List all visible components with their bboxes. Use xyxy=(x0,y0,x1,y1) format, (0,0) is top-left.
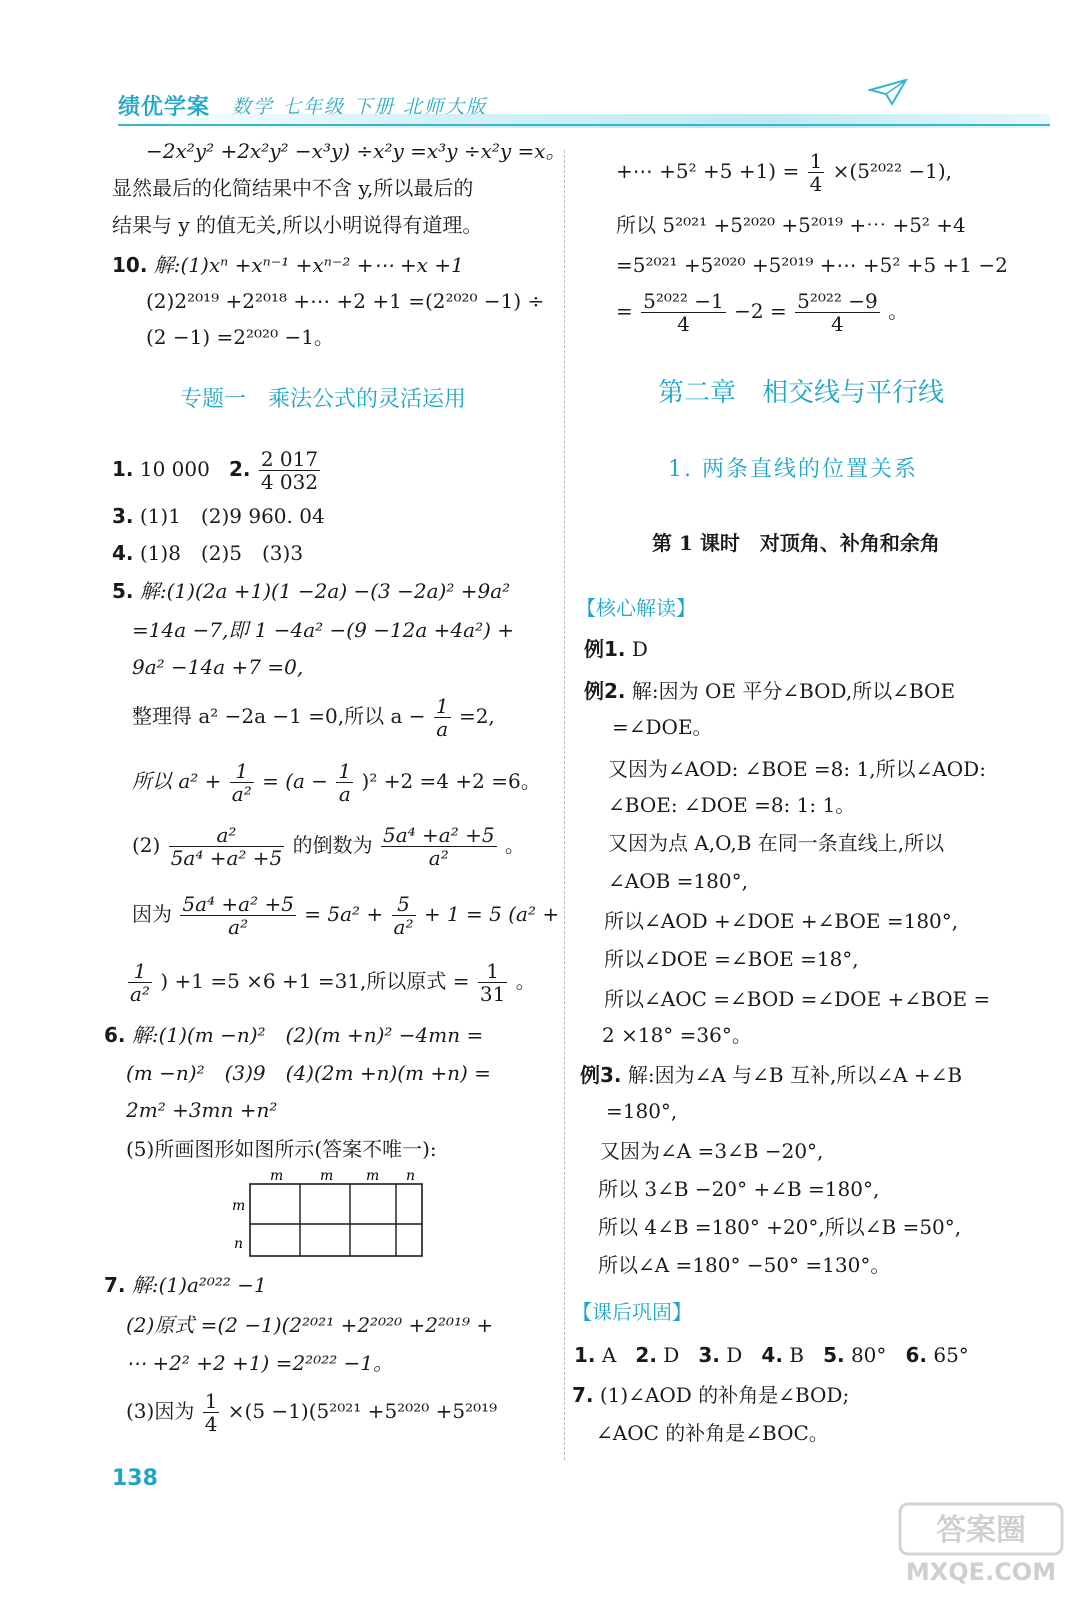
text-fragment: ×(5²⁰²² −1), xyxy=(832,159,953,183)
text-line: 解:因为 OE 平分∠BOD,所以∠BOE xyxy=(631,679,956,703)
denominator: 4 032 xyxy=(260,470,319,494)
figure-label: m xyxy=(366,1168,380,1184)
fraction xyxy=(392,893,416,938)
answer-text: (1)8 (2)5 (3)3 xyxy=(139,541,304,565)
text-line: =14a −7,即 1 −4a² −(9 −12a +4a²) + xyxy=(132,618,515,642)
text-line: 所以∠A =180° −50° =130°。 xyxy=(598,1253,891,1277)
question-number: 10. xyxy=(112,253,148,277)
denominator: 31 xyxy=(479,982,506,1006)
text-line: ⋯ +2² +2 +1) =2²⁰²² −1。 xyxy=(126,1351,394,1375)
figure-label: n xyxy=(406,1168,416,1184)
text-fragment: −2 = xyxy=(734,299,787,323)
text-line: 解:(1)a²⁰²² −1 xyxy=(131,1273,267,1297)
text-line: 显然最后的化简结果中不含 y,所以最后的 xyxy=(112,176,474,200)
brand-logo: 绩优学案 xyxy=(118,95,211,120)
page-header xyxy=(0,78,1083,138)
text-line: 结果与 y 的值无关,所以小明说得有道理。 xyxy=(112,213,483,237)
tag-core-reading: 【核心解读】 xyxy=(576,596,696,620)
answer-text: D xyxy=(631,637,648,661)
example-3 xyxy=(580,1062,962,1088)
header-rule xyxy=(118,124,1050,126)
figure-label: m xyxy=(320,1168,334,1184)
fraction xyxy=(128,960,152,1005)
example-2 xyxy=(584,678,955,704)
fraction xyxy=(808,150,825,195)
numerator: 1 xyxy=(204,1389,218,1413)
question-number: 4. xyxy=(761,1343,783,1367)
text-fragment: 的倒数为 xyxy=(292,833,373,857)
math-line xyxy=(616,290,908,335)
question-number: 2. xyxy=(228,457,251,481)
denominator: 4 xyxy=(831,312,844,336)
text-fragment: 。 xyxy=(515,969,536,993)
question-6 xyxy=(104,1022,483,1048)
lesson-title: 第 1 课时 对顶角、补角和余角 xyxy=(652,531,940,555)
question-7-right xyxy=(572,1382,849,1408)
numerator: 1 xyxy=(338,759,352,783)
numerator: 1 xyxy=(128,960,152,983)
answer-text: 65° xyxy=(933,1343,969,1367)
watermark-logo xyxy=(896,1500,1066,1590)
rectangle-figure xyxy=(226,1166,436,1266)
figure-label: n xyxy=(234,1236,244,1252)
text-line: (2)2²⁰¹⁹ +2²⁰¹⁸ +⋯ +2 +1 =(2²⁰²⁰ −1) ÷ xyxy=(146,289,545,313)
text-fragment: + 1 = 5 (a² + xyxy=(423,902,560,926)
column-divider xyxy=(564,150,566,1460)
numerator: 1 xyxy=(478,960,507,983)
page-number: 138 xyxy=(112,1466,158,1491)
fraction xyxy=(336,760,353,805)
paper-plane-icon xyxy=(868,78,908,108)
example-1 xyxy=(584,636,648,662)
fraction xyxy=(434,695,451,740)
example-number: 例3. xyxy=(580,1063,622,1087)
question-number: 7. xyxy=(104,1273,126,1297)
text-line: 9a² −14a +7 =0, xyxy=(132,655,304,679)
text-fragment: 整理得 a² −2a −1 =0,所以 a − xyxy=(132,704,426,728)
example-number: 例1. xyxy=(584,637,626,661)
math-line xyxy=(132,760,541,805)
fraction xyxy=(795,290,880,335)
question-number: 4. xyxy=(112,541,134,565)
text-line: ∠AOB =180°, xyxy=(608,869,748,893)
figure-label: m xyxy=(270,1168,284,1184)
text-fragment: 因为 xyxy=(132,902,172,926)
text-line: (2)原式 =(2 −1)(2²⁰²¹ +2²⁰²⁰ +2²⁰¹⁹ + xyxy=(126,1313,494,1337)
answer-text: (1)1 (2)9 960. 04 xyxy=(139,504,325,528)
question-10 xyxy=(112,252,464,278)
question-number: 1. xyxy=(574,1343,596,1367)
text-fragment: ) +1 =5 ×6 +1 =31,所以原式 = xyxy=(160,969,470,993)
text-fragment: = xyxy=(616,299,633,323)
math-line xyxy=(616,150,952,195)
numerator: 2 017 xyxy=(260,447,319,471)
text-line: 解:(1)xⁿ +xⁿ⁻¹ +xⁿ⁻² +⋯ +x +1 xyxy=(153,253,464,277)
denominator: a² xyxy=(428,846,449,870)
tag-after-class: 【课后巩固】 xyxy=(572,1300,692,1324)
text-line: (2 −1) =2²⁰²⁰ −1。 xyxy=(146,325,334,349)
question-5 xyxy=(112,578,510,604)
numerator: 5²⁰²² −9 xyxy=(797,289,878,313)
math-line xyxy=(132,893,559,938)
denominator: a xyxy=(338,782,351,806)
svg-text:MXQE.COM: MXQE.COM xyxy=(905,1558,1057,1586)
text-line: 解:(1)(2a +1)(1 −2a) −(3 −2a)² +9a² xyxy=(139,579,511,603)
text-fragment: ×(5 −1)(5²⁰²¹ +5²⁰²⁰ +5²⁰¹⁹ xyxy=(227,1399,498,1423)
text-fragment: 。 xyxy=(888,299,909,323)
answer-text: D xyxy=(663,1343,680,1367)
denominator: a² xyxy=(228,915,249,939)
question-number: 3. xyxy=(112,504,134,528)
text-line: 又因为点 A,O,B 在同一条直线上,所以 xyxy=(608,831,945,855)
math-line xyxy=(126,960,536,1005)
answer-text: A xyxy=(601,1343,617,1367)
text-line: (1)∠AOD 的补角是∠BOD; xyxy=(599,1383,850,1407)
book-subtitle: 数学 七年级 下册 北师大版 xyxy=(232,96,488,118)
fraction xyxy=(478,960,507,1005)
figure-label: m xyxy=(232,1198,246,1214)
text-fragment: )² +2 =4 +2 =6。 xyxy=(361,769,541,793)
numerator: 5 xyxy=(392,893,416,916)
answer-text: 80° xyxy=(850,1343,887,1367)
numerator: 5a⁴ +a² +5 xyxy=(382,823,495,847)
fraction xyxy=(381,824,497,869)
text-line: 所以 5²⁰²¹ +5²⁰²⁰ +5²⁰¹⁹ +⋯ +5² +4 xyxy=(616,213,966,237)
fraction xyxy=(259,448,320,493)
text-line: ∠AOC 的补角是∠BOC。 xyxy=(596,1421,829,1445)
question-number: 5. xyxy=(112,579,134,603)
text-line: 解:因为∠A 与∠B 互补,所以∠A +∠B xyxy=(627,1063,963,1087)
text-fragment: = (a − xyxy=(262,769,329,793)
text-line: 2 ×18° =36°。 xyxy=(602,1023,752,1047)
watermark-icon xyxy=(896,1500,1066,1590)
denominator: 4 xyxy=(677,312,690,336)
topic-heading: 专题一 乘法公式的灵活运用 xyxy=(180,387,467,412)
text-line: −2x²y² +2x²y² −x³y) ÷x²y =x³y ÷x²y =x。 xyxy=(146,139,566,163)
text-line: =∠DOE。 xyxy=(612,715,713,739)
denominator: a² xyxy=(231,782,252,806)
text-fragment: +⋯ +5² +5 +1) = xyxy=(616,159,800,183)
fraction xyxy=(641,290,726,335)
fraction xyxy=(180,893,296,938)
denominator: 4 xyxy=(204,1412,218,1436)
numerator: 5²⁰²² −1 xyxy=(643,289,724,313)
question-number: 2. xyxy=(635,1343,657,1367)
text-line: 解:(1)(m −n)² (2)(m +n)² −4mn = xyxy=(131,1023,484,1047)
text-line: 所以 4∠B =180° +20°,所以∠B =50°, xyxy=(598,1215,962,1239)
text-line: (5)所画图形如图所示(答案不唯一): xyxy=(126,1137,437,1161)
question-number: 5. xyxy=(823,1343,845,1367)
question-number: 7. xyxy=(572,1383,594,1407)
denominator: a² xyxy=(393,915,414,939)
math-line xyxy=(132,695,495,740)
numerator: 5a⁴ +a² +5 xyxy=(182,892,294,916)
denominator: 4 xyxy=(809,172,823,196)
question-number: 6. xyxy=(104,1023,126,1047)
text-line: =5²⁰²¹ +5²⁰²⁰ +5²⁰¹⁹ +⋯ +5² +5 +1 −2 xyxy=(616,253,1008,277)
answer-text: B xyxy=(789,1343,804,1367)
text-fragment: 。 xyxy=(504,833,525,857)
section-title: 1. 两条直线的位置关系 xyxy=(668,457,918,482)
text-line: 2m² +3mn +n² xyxy=(126,1098,278,1122)
denominator: 5a⁴ +a² +5 xyxy=(170,846,283,870)
numerator: 1 xyxy=(809,149,823,173)
text-fragment: 所以 a² + xyxy=(132,769,222,793)
text-line: 所以 3∠B −20° +∠B =180°, xyxy=(598,1177,880,1201)
text-line: 又因为∠A =3∠B −20°, xyxy=(600,1139,824,1163)
math-line xyxy=(132,824,525,869)
question-number: 1. xyxy=(112,457,134,481)
text-line: =180°, xyxy=(606,1099,678,1123)
denominator: a² xyxy=(130,982,150,1006)
text-line: ∠BOE: ∠DOE =8: 1: 1。 xyxy=(608,793,856,817)
answer-row xyxy=(574,1342,969,1368)
answer-row-3 xyxy=(112,503,325,529)
question-7 xyxy=(104,1272,267,1298)
math-line xyxy=(126,1390,497,1435)
text-line: 所以∠AOC =∠BOD =∠DOE +∠BOE = xyxy=(604,987,991,1011)
answer-row-1-2 xyxy=(112,448,322,493)
question-number: 3. xyxy=(698,1343,720,1367)
answer-row-4 xyxy=(112,540,303,566)
text-line: 所以∠DOE =∠BOE =18°, xyxy=(604,947,859,971)
numerator: a² xyxy=(169,824,285,847)
text-line: 又因为∠AOD: ∠BOE =8: 1,所以∠AOD: xyxy=(608,757,986,781)
question-number: 6. xyxy=(905,1343,927,1367)
fraction xyxy=(203,1390,220,1435)
fraction xyxy=(169,824,285,869)
answer-text: 10 000 xyxy=(139,457,210,481)
chapter-title: 第二章 相交线与平行线 xyxy=(658,378,945,408)
answer-text: D xyxy=(726,1343,743,1367)
text-fragment: =2, xyxy=(458,704,495,728)
text-fragment: (2) xyxy=(132,833,161,857)
text-fragment: (3)因为 xyxy=(126,1399,195,1423)
text-line: 所以∠AOD +∠DOE +∠BOE =180°, xyxy=(604,909,959,933)
numerator: 1 xyxy=(435,694,449,718)
numerator: 1 xyxy=(230,760,254,783)
text-line: (m −n)² (3)9 (4)(2m +n)(m +n) = xyxy=(126,1061,491,1085)
denominator: a xyxy=(436,717,449,741)
text-fragment: = 5a² + xyxy=(304,902,384,926)
example-number: 例2. xyxy=(584,679,626,703)
svg-text:答案圈: 答案圈 xyxy=(936,1513,1026,1548)
fraction xyxy=(230,760,254,805)
